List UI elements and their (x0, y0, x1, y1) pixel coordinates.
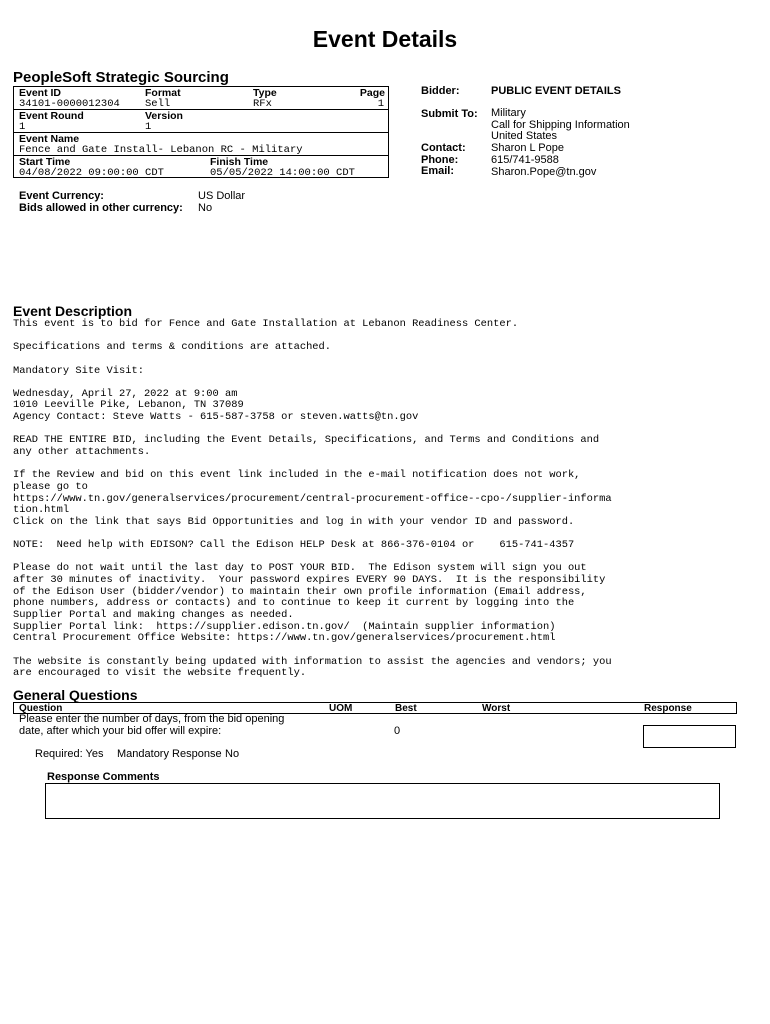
required-text: Required: Yes (35, 748, 104, 760)
column-worst: Worst (482, 703, 511, 714)
mandatory-response-value: No (225, 748, 240, 760)
description-line: https://www.tn.gov/generalservices/procurement/central-procurement-office--cpo-/supplier-informa (13, 492, 612, 505)
description-line: Supplier Portal and making changes as needed. (13, 609, 294, 622)
page-label: Page (359, 87, 385, 99)
phone-label: Phone: (421, 153, 459, 166)
email-label: Email: (421, 165, 455, 178)
submit-line: Call for Shipping Information (491, 118, 630, 131)
question-line: date, after which your bid offer will expire: (19, 725, 222, 737)
description-line: Specifications and terms & conditions are attached. (13, 341, 332, 354)
event-description-heading: Event Description (13, 303, 133, 319)
description-line: 1010 Leeville Pike, Lebanon, TN 37089 (13, 399, 244, 412)
contact-label: Contact: (421, 142, 466, 154)
event-round-value: 1 (19, 121, 26, 133)
column-best: Best (395, 703, 417, 714)
version-label: Version (145, 110, 183, 122)
description-line: of the Edison User (bidder/vendor) to maintain their own profile information (Email address, (13, 585, 587, 598)
submit-to-label: Submit To: (421, 108, 478, 120)
description-line: tion.html (13, 504, 70, 517)
event-round-label: Event Round (19, 110, 84, 122)
description-line: Agency Contact: Steve Watts - 615-587-3758 or steven.watts@tn.gov (13, 411, 419, 424)
other-currency-label: Bids allowed in other currency: (19, 202, 183, 214)
event-name-label: Event Name (19, 133, 80, 145)
currency-label: Event Currency: (19, 190, 104, 202)
column-question: Question (19, 703, 63, 714)
submit-line: United States (491, 130, 558, 143)
format-value: Sell (145, 98, 171, 110)
type-value: RFx (253, 98, 272, 110)
description-line: The website is constantly being updated with information to assist the agencies and vendors; you (13, 655, 612, 668)
description-line: This event is to bid for Fence and Gate Installation at Lebanon Readiness Center. (13, 318, 519, 330)
bidder-value: PUBLIC EVENT DETAILS (491, 85, 621, 97)
contact-name: Sharon L Pope (491, 142, 564, 155)
bidder-label: Bidder: (421, 85, 460, 97)
contact-labels (421, 143, 466, 178)
start-time-value: 04/08/2022 09:00:00 CDT (19, 167, 164, 179)
description-line: NOTE: Need help with EDISON? Call the Edison HELP Desk at 866-376-0104 or 615-741-4357 (13, 539, 575, 552)
description-line: after 30 minutes of inactivity. Your password expires EVERY 90 DAYS. It is the responsibility (13, 574, 606, 587)
type-label: Type (253, 87, 277, 99)
response-input[interactable] (643, 725, 736, 748)
currency-values (198, 190, 245, 214)
question-text (19, 713, 284, 737)
event-description-body (13, 319, 713, 680)
org-name: PeopleSoft Strategic Sourcing (13, 69, 229, 86)
description-line: Central Procurement Office Website: https://www.tn.gov/generalservices/procurement.html (13, 632, 556, 645)
description-line: please go to (13, 480, 88, 493)
contact-email: Sharon.Pope@tn.gov (491, 165, 597, 178)
description-line: Please do not wait until the last day to POST YOUR BID. The Edison system will sign you out (13, 562, 587, 575)
response-comments-label: Response Comments (47, 771, 160, 783)
submit-to-block (491, 108, 630, 178)
event-name-value: Fence and Gate Install- Lebanon RC - Military (19, 144, 303, 156)
other-currency-value: No (198, 202, 213, 214)
column-uom: UOM (329, 703, 353, 714)
description-line (13, 354, 713, 366)
start-time-label: Start Time (19, 156, 71, 168)
page-value: 1 (377, 98, 384, 110)
question-line: Please enter the number of days, from the bid opening (19, 713, 285, 725)
best-value: 0 (394, 725, 401, 737)
description-line (13, 645, 713, 657)
document-title: Event Details (312, 26, 458, 52)
event-id-label: Event ID (19, 87, 62, 99)
event-header-box (13, 86, 389, 178)
currency-labels (19, 190, 183, 214)
description-line: READ THE ENTIRE BID, including the Event Details, Specifications, and Terms and Conditions and (13, 434, 600, 447)
finish-time-value: 05/05/2022 14:00:00 CDT (210, 167, 355, 179)
description-line: any other attachments. (13, 446, 151, 459)
description-line: Mandatory Site Visit: (13, 364, 144, 377)
event-id-value: 34101-0000012304 (19, 98, 120, 110)
submit-line: Military (491, 107, 526, 119)
version-value: 1 (145, 121, 152, 133)
description-line: phone numbers, address or contacts) and to continue to keep it current by logging into the (13, 597, 575, 610)
description-line: are encouraged to visit the website frequently. (13, 667, 307, 680)
column-response: Response (644, 703, 692, 714)
description-line: Supplier Portal link: https://supplier.edison.tn.gov/ (Maintain supplier information) (13, 620, 556, 633)
format-label: Format (145, 87, 181, 99)
description-line: Click on the link that says Bid Opportunities and log in with your vendor ID and password. (13, 515, 575, 528)
contact-phone: 615/741-9588 (491, 153, 559, 166)
currency-value: US Dollar (198, 190, 246, 202)
finish-time-label: Finish Time (210, 156, 269, 168)
general-questions-heading: General Questions (13, 687, 138, 703)
description-line: Wednesday, April 27, 2022 at 9:00 am (13, 387, 238, 400)
mandatory-response-label: Mandatory Response (117, 748, 222, 760)
response-comments-input[interactable] (45, 783, 720, 819)
description-line: If the Review and bid on this event link included in the e-mail notification does not work, (13, 469, 581, 482)
